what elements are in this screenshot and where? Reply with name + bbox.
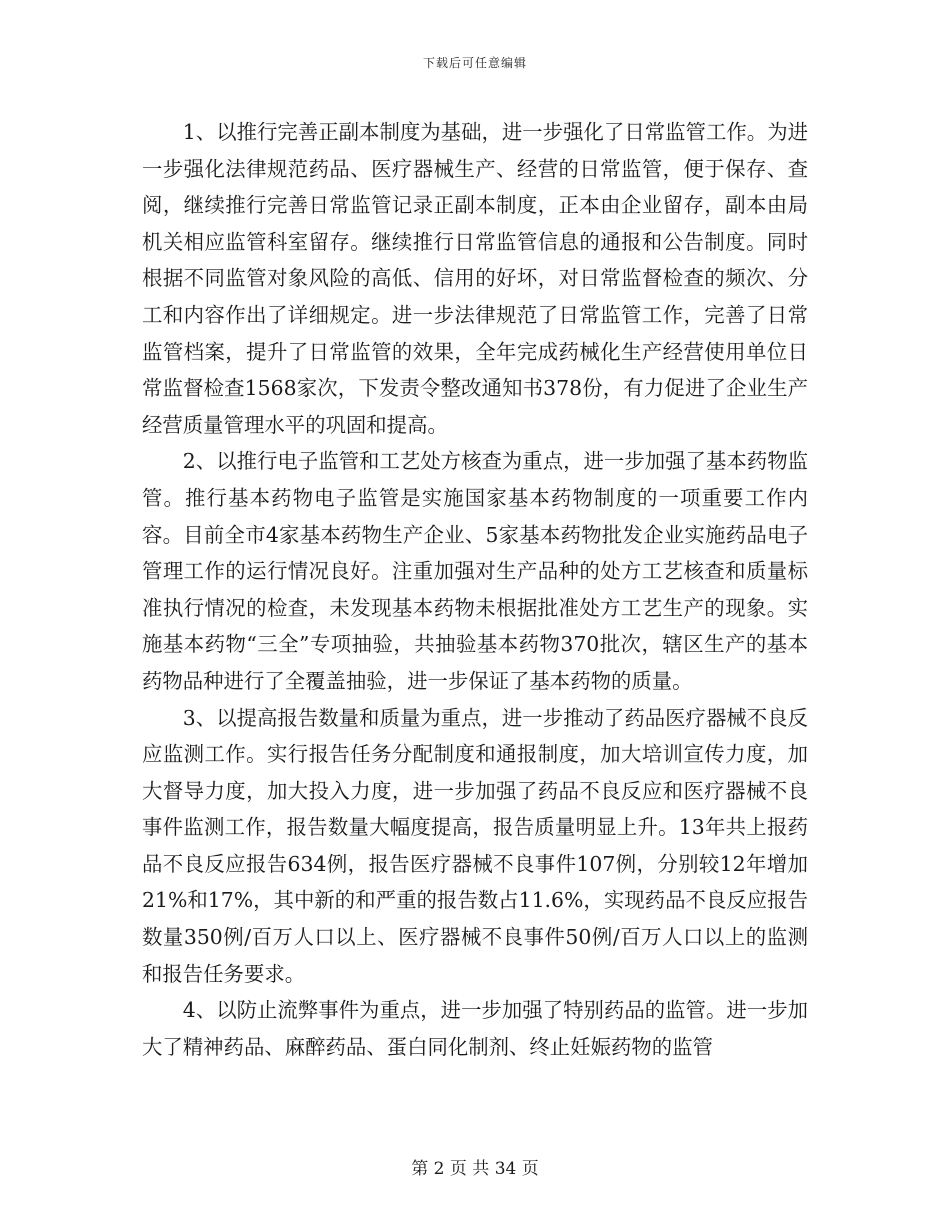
document-body xyxy=(142,114,808,1065)
paragraph-3: 3、以提高报告数量和质量为重点，进一步推动了药品医疗器械不良反应监测工作。实行报告任务分配制度和通报制度，加大培训宣传力度，加大督导力度，加大投入力度，进一步加强了药品不良反应和医疗器械不良事件监测工作，报告数量大幅度提高，报告质量明显上升。13年共上报药品不良反应报告634例，报告医疗器械不良事件107例，分别较12年增加21%和17%，其中新的和严重的报告数占11.6%，实现药品不良反应报告数量350例/百万人口以上、医疗器械不良事件50例/百万人口以上的监测和报告任务要求。 xyxy=(142,705,808,986)
page-footer: 第 2 页 共 34 页 xyxy=(411,1159,539,1179)
paragraph-1: 1、以推行完善正副本制度为基础，进一步强化了日常监管工作。为进一步强化法律规范药品、医疗器械生产、经营的日常监管，便于保存、查阅，继续推行完善日常监管记录正副本制度，正本由企业留存，副本由局机关相应监管科室留存。继续推行日常监管信息的通报和公告制度。同时根据不同监管对象风险的高低、信用的好坏，对日常监督检查的频次、分工和内容作出了详细规定。进一步法律规范了日常监管工作，完善了日常监管档案，提升了日常监管的效果，全年完成药械化生产经营使用单位日常监督检查1568家次，下发责令整改通知书378份，有力促进了企业生产经营质量管理水平的巩固和提高。 xyxy=(142,120,808,437)
paragraph-4: 4、以防止流弊事件为重点，进一步加强了特别药品的监管。进一步加大了精神药品、麻醉药品、蛋白同化制剂、终止妊娠药物的监管 xyxy=(142,998,808,1059)
page-header: 下载后可任意编辑 xyxy=(422,56,527,70)
paragraph-2: 2、以推行电子监管和工艺处方核查为重点，进一步加强了基本药物监管。推行基本药物电子监管是实施国家基本药物制度的一项重要工作内容。目前全市4家基本药物生产企业、5家基本药物批发企业实施药品电子管理工作的运行情况良好。注重加强对生产品种的处方工艺核查和质量标准执行情况的检查，未发现基本药物未根据批准处方工艺生产的现象。实施基本药物“三全”专项抽验，共抽验基本药物370批次，辖区生产的基本药物品种进行了全覆盖抽验，进一步保证了基本药物的质量。 xyxy=(142,449,808,693)
